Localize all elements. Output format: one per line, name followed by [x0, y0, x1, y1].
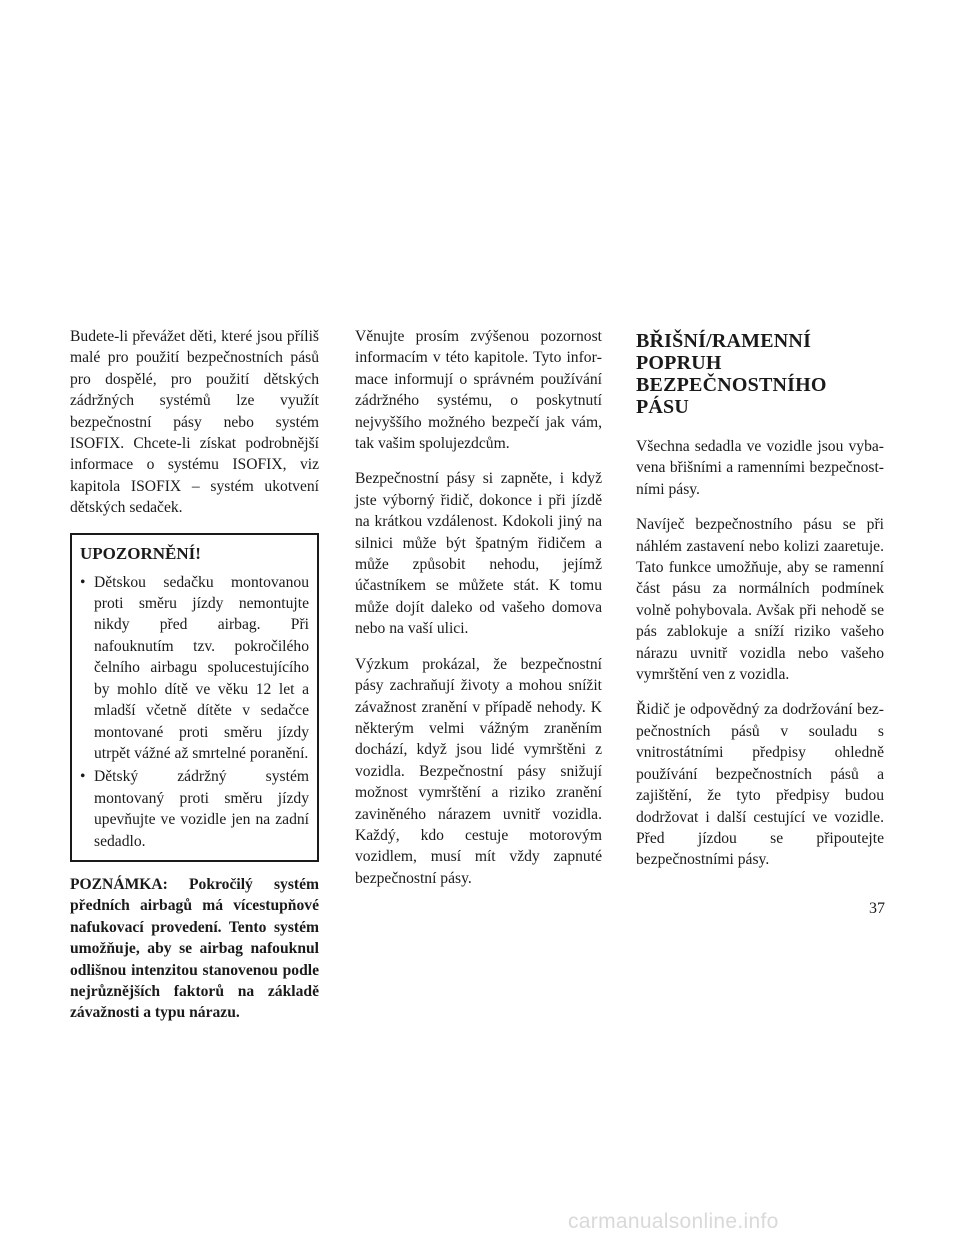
section-heading-line: POPRUH — [636, 352, 722, 374]
section-heading-line: BŘIŠNÍ/RAMENNÍ — [636, 330, 812, 352]
note-paragraph: POZNÁMKA: Pokročilý systém předních airbagů má vícestupňové nafukovací provedení. Tento systém umožňuje, aby se airbag nafouknul odlišnou intenzitou stanovenou podle nejrůznějších faktorů na základě závažnosti a typu nárazu. — [70, 875, 319, 1022]
warning-item — [80, 766, 309, 852]
body-paragraph: Věnujte prosím zvýšenou pozornost informacím v této kapitole. Tyto informace informují o správném používání zádržného systému, o poskytnutí nejvyššího možného bezpečí jak vám, tak vašim spolujezdcům. — [355, 328, 602, 453]
section-heading — [636, 330, 884, 418]
warning-list — [80, 572, 309, 852]
body-paragraph: Výzkum prokázal, že bezpečnostní pásy zachraňují životy a mohou snížit závažnost zranění v případě nehody. K některým velmi vážným zraněním dochází, když jsou lidé vymrštěni z vozidla. Bezpečnostní pásy snižují možnost vymrštění a riziko zranění zaviněného nárazem uvnitř vozidla. Každý, kdo cestuje motorovým vozidlem, musí mít vždy zapnuté bezpečnostní pásy. — [355, 655, 602, 887]
section-heading-line: BEZPEČNOSTNÍHO PÁSU — [636, 374, 827, 418]
warning-title: UPOZORNĚNÍ! — [80, 543, 201, 563]
warning-item — [80, 572, 309, 765]
right-column — [636, 326, 884, 885]
warning-box — [70, 533, 319, 862]
left-column — [70, 326, 319, 1038]
warning-item-text: Dětský zádržný systém montovaný proti směru jízdy upevňujte ve vozidle jen na zadní sedadlo. — [94, 768, 309, 850]
middle-column — [355, 326, 602, 903]
warning-item-text: Dětskou sedačku montovanou proti směru jízdy nemontujte nikdy před airbag. Při nafouknutím tzv. pokročilého čelního airbagu spolucestujícího by mohlo dítě ve věku 12 let a mladší včetně dítěte v sedačce montované proti směru jízdy utrpět vážné až smrtelné poranění. — [94, 573, 309, 762]
bullet-icon: • — [80, 768, 86, 786]
bullet-icon: • — [80, 573, 86, 591]
page-number: 37 — [869, 900, 885, 917]
body-paragraph: Všechna sedadla ve vozidle jsou vybavena břišními a ramenními bezpečnostními pásy. — [636, 438, 884, 498]
body-paragraph: Navíječ bezpečnostního pásu se při náhlém zastavení nebo kolizi zaaretuje. Tato funkce umožňuje, aby se ramenní část pásu za normálních podmínek volně pohybovala. Avšak při nehodě se pás zablokuje a sníží riziko vašeho nárazu uvnitř vozidla nebo vašeho vymrštění ven z vozidla. — [636, 516, 884, 684]
body-paragraph: Řidič je odpovědný za dodržování bezpečnostních pásů v souladu s vnitrostátními předpisy ohledně používání bezpečnostních pásů a zajištění, že tyto předpisy budou dodržovat i další cestující ve vozidle. Před jízdou se připoutejte bezpečnostními pásy. — [636, 701, 884, 869]
intro-paragraph: Budete-li převážet děti, které jsou příliš malé pro použití bezpečnostních pásů pro dospělé, pro použití dětských zádržných systémů lze využít bezpečnostní pásy nebo systém ISOFIX. Chcete-li získat podrobnější informace o systému ISOFIX, viz kapitola ISOFIX – systém ukotvení dětských sedaček. — [70, 328, 319, 517]
body-paragraph: Bezpečnostní pásy si zapněte, i když jste výborný řidič, dokonce i při jízdě na krátkou vzdálenost. Kdokoli jiný na silnici může být špatným řidičem a může způsobit nehodu, jejímž účastníkem se můžete stát. K tomu může dojít daleko od vašeho domova nebo na vaší ulici. — [355, 470, 602, 638]
watermark-text: carmanualsonline.info — [568, 1210, 779, 1233]
